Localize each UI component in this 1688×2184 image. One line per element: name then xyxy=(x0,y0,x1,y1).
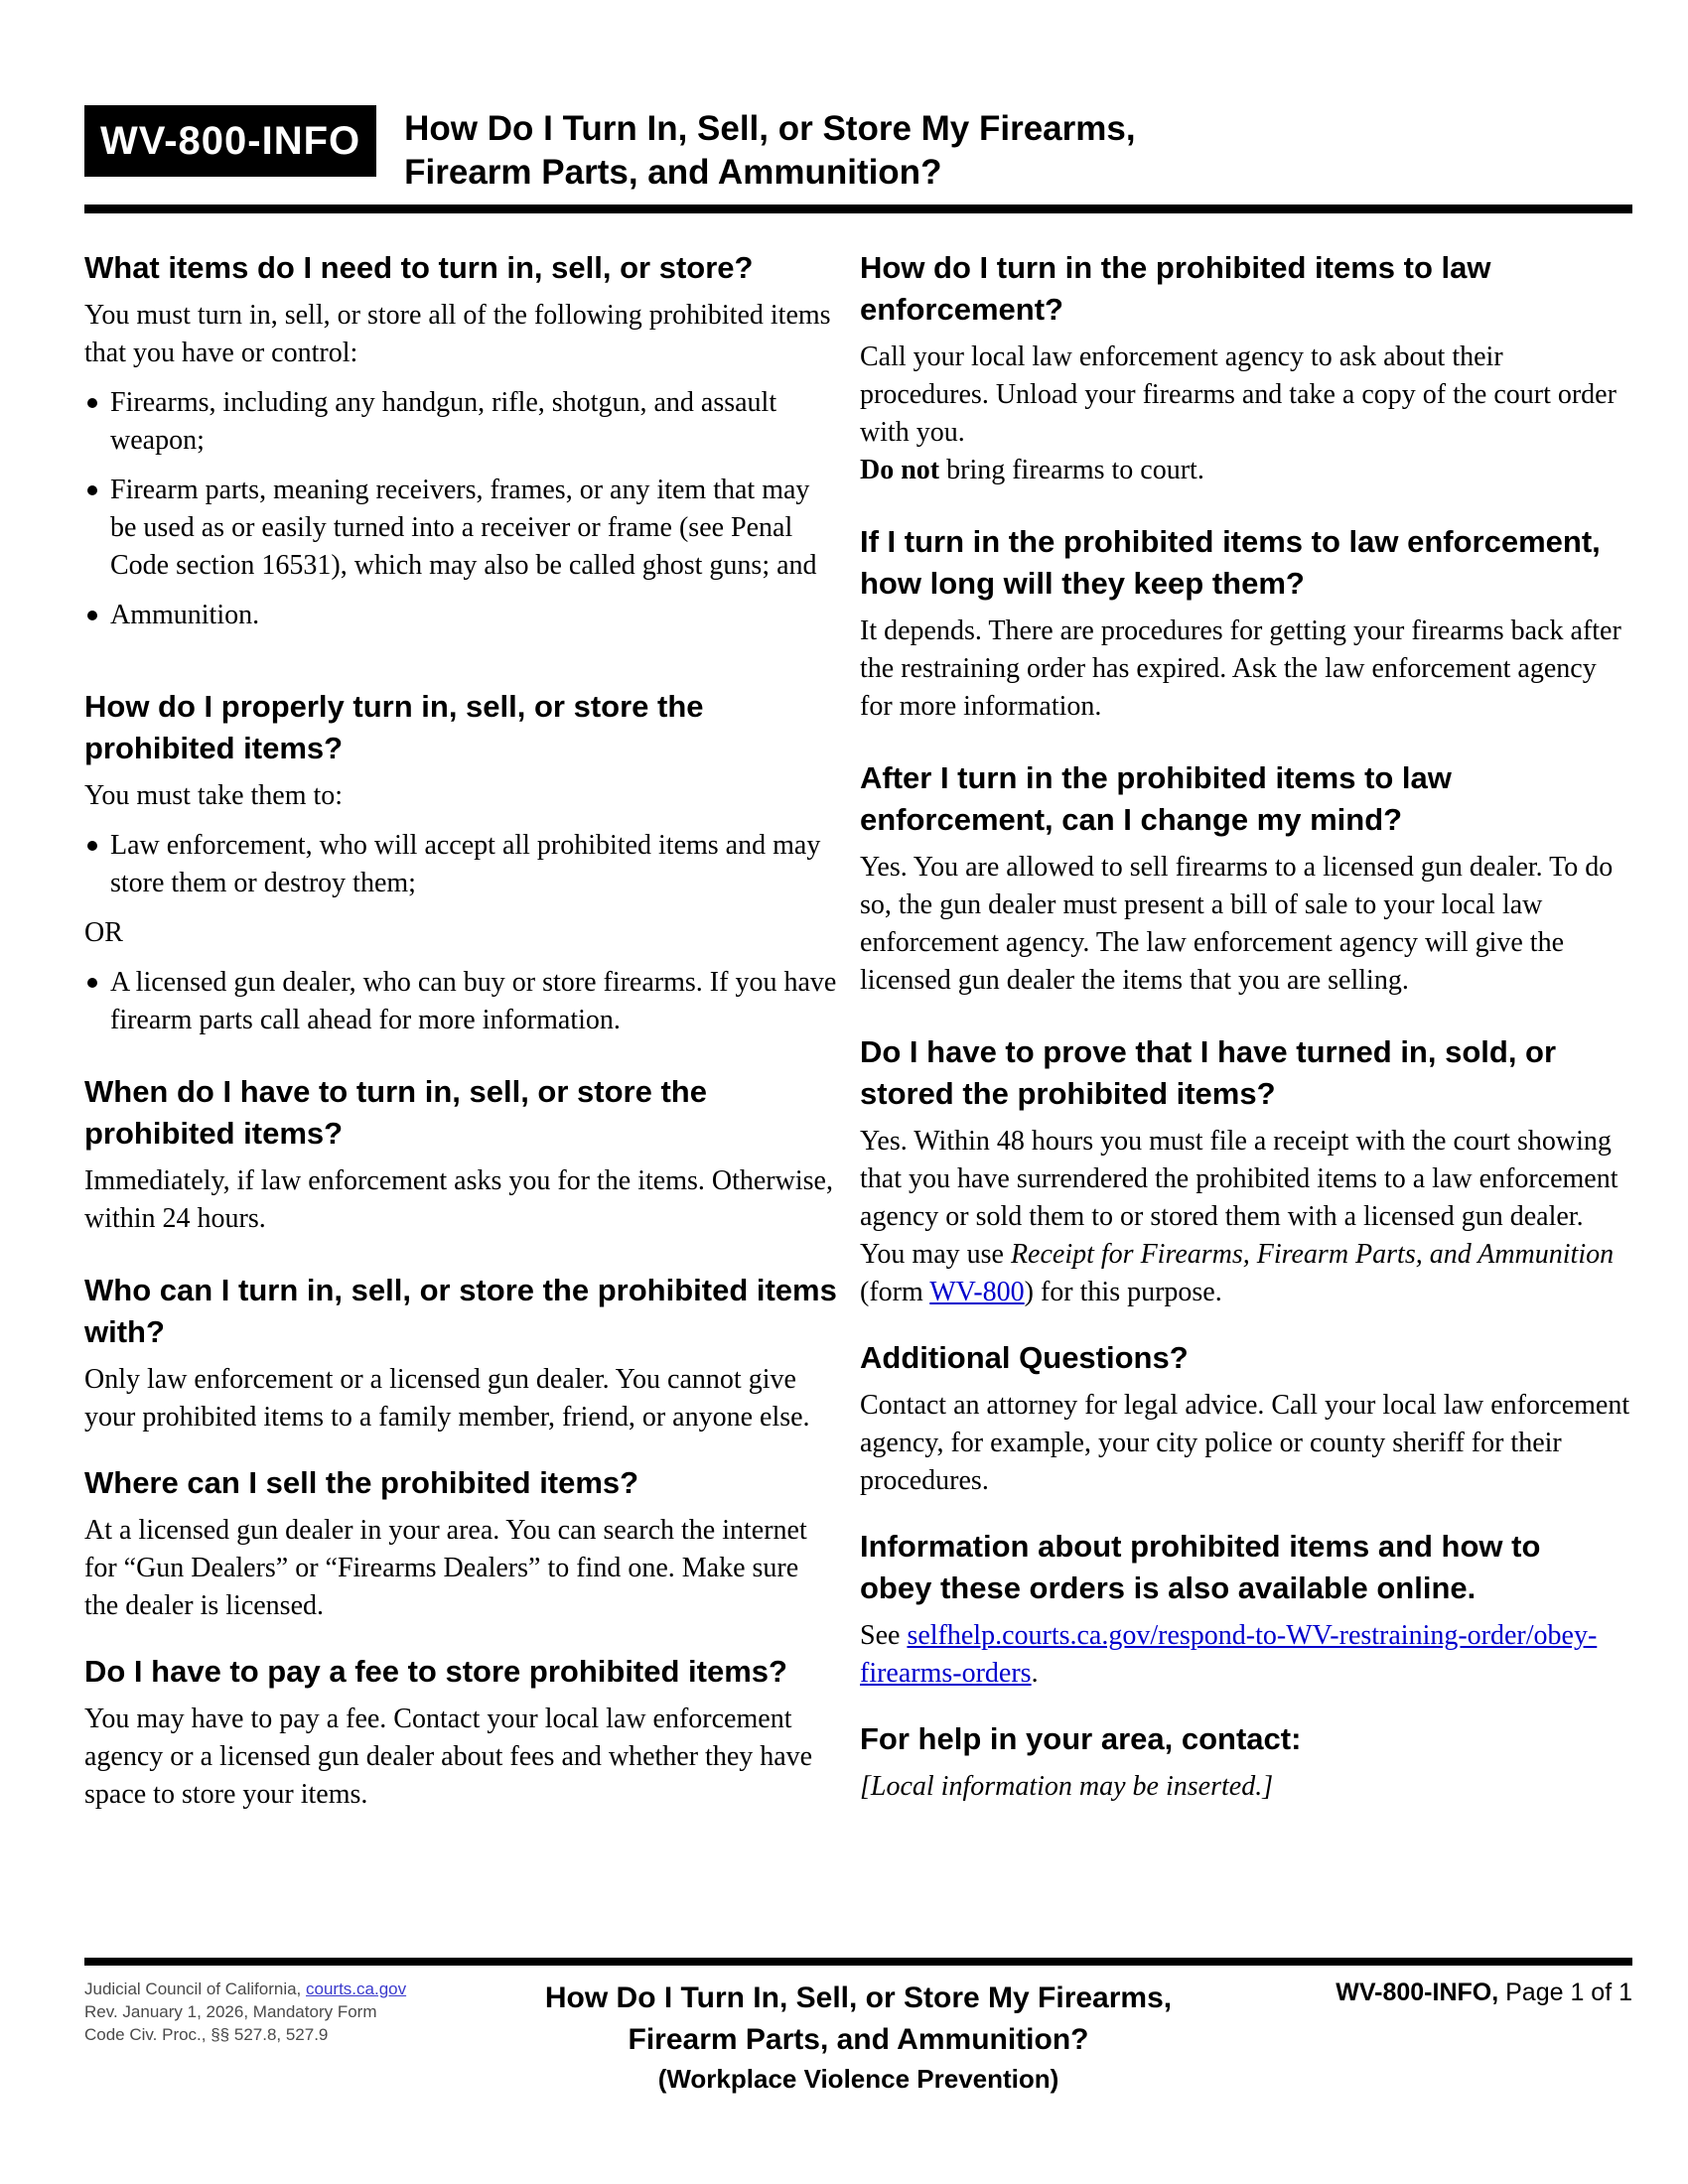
section-change-mind xyxy=(860,757,1632,1000)
footer-title-line3: (Workplace Violence Prevention) xyxy=(657,2064,1059,2094)
left-column xyxy=(84,247,839,1814)
section-fee xyxy=(84,1651,839,1814)
footer-title-line1: How Do I Turn In, Sell, or Store My Firearms, xyxy=(544,1981,1173,2014)
section-paragraph: At a licensed gun dealer in your area. You can search the internet for “Gun Dealers” or “Firearms Dealers” to find one. Make sure the dealer is licensed. xyxy=(84,1515,807,1621)
form-title-italic: Receipt for Firearms, Firearm Parts, and Ammunition xyxy=(1010,1239,1615,1270)
form-number-badge: WV-800-INFO xyxy=(84,105,376,177)
section-paragraph: It depends. There are procedures for getting your firearms back after the restraining order has expired. Ask the law enforcement agency for more information. xyxy=(860,615,1621,722)
section-how-turn-in xyxy=(860,247,1632,489)
turn-in-options-list xyxy=(84,827,839,902)
do-not-warning xyxy=(860,452,1632,489)
footer-title-line2: Firearm Parts, and Ammunition? xyxy=(628,2023,1089,2056)
section-when xyxy=(84,1071,839,1238)
section-paragraph: Immediately, if law enforcement asks you for the items. Otherwise, within 24 hours. xyxy=(84,1165,833,1234)
local-info-placeholder: [Local information may be inserted.] xyxy=(860,1771,1274,1802)
or-separator: OR xyxy=(84,917,123,948)
list-item: Ammunition. xyxy=(84,597,839,634)
section-heading: How do I properly turn in, sell, or store the prohibited items? xyxy=(84,689,704,765)
do-not-bold: Do not xyxy=(860,455,940,485)
footer-agency-text: Judicial Council of California, xyxy=(84,1979,306,1998)
section-how-long xyxy=(860,521,1632,726)
footer-agency-line xyxy=(84,1978,422,2000)
prove-text-3: ) for this purpose. xyxy=(1024,1277,1222,1307)
section-heading: How do I turn in the prohibited items to law enforcement? xyxy=(860,250,1491,327)
footer-revision-line: Rev. January 1, 2026, Mandatory Form xyxy=(84,2002,377,2021)
section-paragraph: Only law enforcement or a licensed gun dealer. You cannot give your prohibited items to a family member, friend, or anyone else. xyxy=(84,1364,810,1433)
footer-left-block xyxy=(84,1978,422,2046)
courts-ca-gov-link[interactable]: courts.ca.gov xyxy=(306,1979,407,1998)
footer-columns xyxy=(84,1978,1632,2097)
section-additional-questions xyxy=(860,1337,1632,1500)
turn-in-options-list xyxy=(84,964,839,1039)
right-column xyxy=(860,247,1632,1814)
document-title-line1: How Do I Turn In, Sell, or Store My Firearms, xyxy=(404,109,1136,148)
online-link-paragraph xyxy=(860,1617,1632,1693)
prohibited-items-list xyxy=(84,384,839,634)
section-heading: Do I have to prove that I have turned in, sold, or stored the prohibited items? xyxy=(860,1034,1557,1111)
section-paragraph: You may have to pay a fee. Contact your local law enforcement agency or a licensed gun dealer about fees and whether they have space to store your items. xyxy=(84,1704,813,1810)
section-heading: What items do I need to turn in, sell, or store? xyxy=(84,250,754,285)
prove-text-1: Yes. Within 48 hours you must file a receipt with the court showing that you have surrendered the prohibited items to a law enforcement agency or sold them to or stored them with a licensed gun dealer. You may use xyxy=(860,1126,1618,1270)
content-columns xyxy=(84,247,1632,1814)
section-heading: If I turn in the prohibited items to law enforcement, how long will they keep them? xyxy=(860,524,1601,601)
header-rule xyxy=(84,205,1632,213)
section-heading: Where can I sell the prohibited items? xyxy=(84,1465,639,1500)
list-item: Firearm parts, meaning receivers, frames, or any item that may be used as or easily turned into a receiver or frame (see Penal Code section 16531), which may also be called ghost guns; and xyxy=(84,472,839,585)
section-where-sell xyxy=(84,1462,839,1625)
footer-rule xyxy=(84,1958,1632,1966)
section-local-help xyxy=(860,1718,1632,1806)
footer-form-number: WV-800-INFO, xyxy=(1336,1979,1499,2006)
wv-800-form-link[interactable]: WV-800 xyxy=(929,1277,1025,1307)
section-paragraph: You must turn in, sell, or store all of the following prohibited items that you have or control: xyxy=(84,300,831,368)
period-text: . xyxy=(1031,1658,1039,1689)
document-header xyxy=(84,105,1632,195)
section-who xyxy=(84,1270,839,1436)
list-item: Firearms, including any handgun, rifle, shotgun, and assault weapon; xyxy=(84,384,839,460)
footer-form-title xyxy=(422,1978,1295,2097)
list-item: A licensed gun dealer, who can buy or store firearms. If you have firearm parts call ahead for more information. xyxy=(84,964,839,1039)
document-footer xyxy=(84,1958,1632,2097)
section-paragraph: You must take them to: xyxy=(84,780,344,811)
see-text: See xyxy=(860,1620,908,1651)
list-item: Law enforcement, who will accept all prohibited items and may store them or destroy them; xyxy=(84,827,839,902)
section-heading: For help in your area, contact: xyxy=(860,1721,1302,1756)
section-paragraph: Yes. You are allowed to sell firearms to a licensed gun dealer. To do so, the gun dealer must present a bill of sale to your local law enforcement agency. The law enforcement agency will give the licensed gun dealer the items that you are selling. xyxy=(860,852,1614,996)
section-heading: After I turn in the prohibited items to law enforcement, can I change my mind? xyxy=(860,760,1452,837)
section-paragraph: Contact an attorney for legal advice. Call your local law enforcement agency, for example, your city police or county sheriff for their procedures. xyxy=(860,1390,1630,1496)
section-heading: Information about prohibited items and how to obey these orders is also available online. xyxy=(860,1529,1541,1605)
footer-page-text: Page 1 of 1 xyxy=(1498,1979,1632,2006)
footer-page-number xyxy=(1295,1978,1632,2007)
section-paragraph: Call your local law enforcement agency to ask about their procedures. Unload your firearms and take a copy of the court order with you. xyxy=(860,341,1617,448)
do-not-rest: bring firearms to court. xyxy=(939,455,1204,485)
section-paragraph xyxy=(860,1123,1632,1311)
section-heading: Who can I turn in, sell, or store the prohibited items with? xyxy=(84,1273,837,1349)
section-heading: When do I have to turn in, sell, or store the prohibited items? xyxy=(84,1074,707,1151)
section-how-properly xyxy=(84,686,839,1039)
prove-text-2: (form xyxy=(860,1277,930,1307)
section-prove xyxy=(860,1031,1632,1311)
section-heading: Do I have to pay a fee to store prohibited items? xyxy=(84,1654,787,1689)
section-what-items xyxy=(84,247,839,634)
selfhelp-courts-link[interactable]: selfhelp.courts.ca.gov/respond-to-WV-restraining-order/obey-firearms-orders xyxy=(860,1620,1598,1689)
section-heading: Additional Questions? xyxy=(860,1340,1189,1375)
document-title xyxy=(404,105,1135,195)
document-title-line2: Firearm Parts, and Ammunition? xyxy=(404,153,942,192)
section-online-info xyxy=(860,1526,1632,1693)
footer-code-line: Code Civ. Proc., §§ 527.8, 527.9 xyxy=(84,2025,329,2044)
